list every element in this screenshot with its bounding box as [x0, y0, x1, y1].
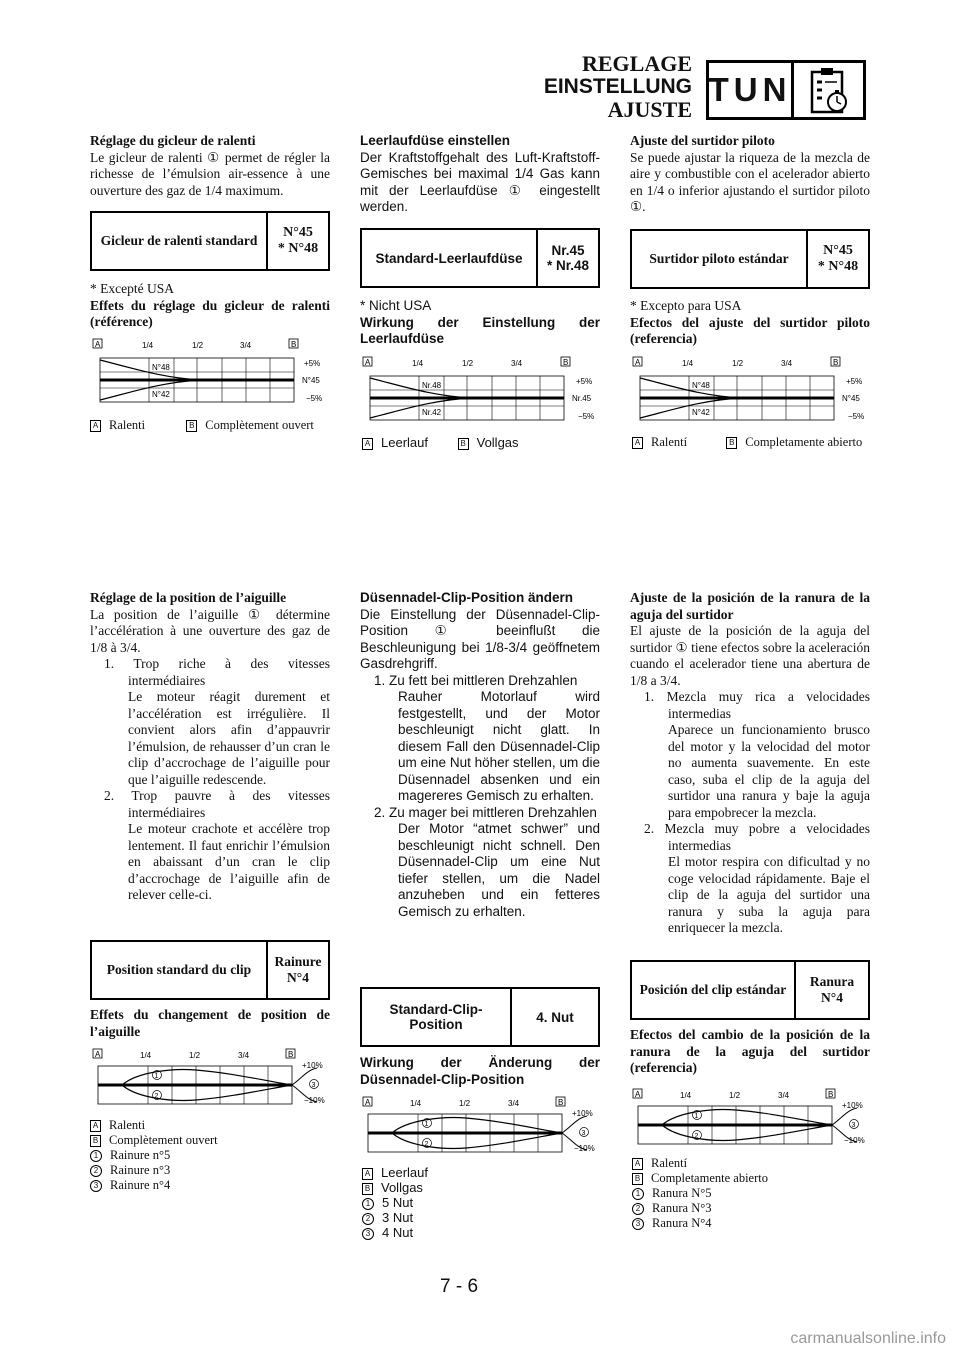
- spec-value: Ranura N°4: [809, 974, 855, 1005]
- de-idle-legend: [362, 435, 519, 450]
- fr-needle-item2-head: 2. Trop pauvre à des vitesses intermédiaires: [104, 788, 330, 820]
- fr-n45-label: N°45: [302, 376, 320, 385]
- fr-idle-diagram: [92, 338, 334, 416]
- tick-1-4: 1/4: [140, 1051, 152, 1060]
- fr-needle-effects-title: Effets du changement de position de l’aiguille: [90, 1007, 330, 1039]
- bottom-pct-label: −10%: [304, 1096, 325, 1105]
- fr-idle-effects: [90, 281, 330, 331]
- es-needle-item1-head: 1. Mezcla muy rica a velocidades intermedias: [644, 689, 870, 721]
- box-a-mark: A: [90, 420, 101, 432]
- box-b-label: B: [288, 1050, 294, 1059]
- es-needle-spec: [630, 960, 870, 1020]
- es-idle-title: Ajuste del surtidor piloto: [630, 133, 775, 148]
- circle-1: 1: [424, 1121, 429, 1128]
- spec-value: N°45 * N°48: [277, 225, 319, 256]
- bottom-pct-label: −5%: [306, 394, 323, 403]
- box-a-mark: A: [632, 1158, 643, 1170]
- header-de: EINSTELLUNG: [543, 75, 692, 98]
- fr-idle-section: [90, 133, 330, 199]
- section-header: [544, 52, 692, 121]
- de-needle-legend: [362, 1165, 428, 1240]
- circle-2-mark: 2: [362, 1213, 374, 1225]
- de-needle-item1-head: 1. Zu fett bei mittleren Drehzahlen: [374, 672, 578, 688]
- de-idle-note: * Nicht USA: [360, 298, 432, 313]
- tick-3-4: 3/4: [240, 341, 252, 350]
- de-idle-spec: [360, 228, 600, 288]
- circle-3-mark: 3: [90, 1180, 102, 1192]
- fr-idle-body: Le gicleur de ralenti ① permet de régler la richesse de l’émulsion air-essence à une ouverture des gaz de 1/4 maximum.: [90, 149, 330, 198]
- fr-needle-body: La position de l’aiguille ① détermine l’accélération à une ouverture des gaz de 1/8 à 3/4.: [90, 606, 330, 655]
- es-idle-note: * Excepto para USA: [630, 298, 742, 313]
- box-a-mark: A: [362, 438, 373, 450]
- legend-1: 5 Nut: [382, 1195, 414, 1210]
- watermark: carmanualsonline.info: [790, 1330, 946, 1347]
- box-a-label: A: [95, 1050, 101, 1059]
- legend-a: Ralentí: [651, 1156, 688, 1170]
- bottom-pct-label: −5%: [848, 412, 865, 421]
- box-a-mark: A: [362, 1168, 373, 1180]
- box-b-mark: B: [362, 1183, 373, 1195]
- circle-1: 1: [154, 1073, 159, 1080]
- legend-b: Vollgas: [476, 435, 519, 450]
- tick-1-2: 1/2: [192, 341, 204, 350]
- tick-3-4: 3/4: [508, 1099, 520, 1108]
- bottom-pct-label: −10%: [574, 1144, 595, 1153]
- spec-value: Nr.45 * Nr.48: [546, 243, 590, 273]
- es-n45-label: N°45: [842, 394, 860, 403]
- spec-label: Position standard du clip: [92, 942, 268, 998]
- box-b-mark: B: [726, 437, 737, 449]
- legend-a: Ralentí: [651, 435, 688, 449]
- spec-label: Standard-Leerlaufdüse: [362, 230, 538, 286]
- circle-2: 2: [694, 1133, 699, 1140]
- es-needle-title: Ajuste de la posición de la ranura de la aguja del surtidor: [630, 590, 870, 622]
- de-needle-effects-title: Wirkung der Änderung der Düsennadel-Clip-Position: [360, 1055, 600, 1087]
- tick-3-4: 3/4: [238, 1051, 250, 1060]
- es-idle-effects: [630, 298, 870, 348]
- fr-needle-title: Réglage de la position de l’aiguille: [90, 590, 287, 605]
- fr-needle-legend: [90, 1118, 218, 1193]
- circle-2-mark: 2: [632, 1203, 644, 1215]
- es-needle-item2-body: El motor respira con dificultad y no coge velocidad rápidamente. Baje el clip de la aguja del surtidor una ranura y suba la aguja para enriquecer la mezcla.: [668, 854, 870, 935]
- de-needle-item2-body: Der Motor “atmet schwer” und beschleunigt nicht schnell. Den Düsennadel-Clip um eine Nut tiefer stellen, um die Nadel anzuheben und ein fetteres Gemisch zu erhalten.: [398, 821, 600, 919]
- legend-3: Rainure n°4: [110, 1178, 171, 1192]
- es-idle-body: Se puede ajustar la riqueza de la mezcla de aire y combustible con el acelerador abierto en 1/4 o inferior ajustando el surtidor piloto ①.: [630, 149, 870, 214]
- top-pct-label: +10%: [842, 1101, 863, 1110]
- clipboard-stopwatch-icon: [794, 60, 866, 120]
- legend-2: Rainure n°3: [110, 1163, 171, 1177]
- es-needle-item1-body: Aparece un funcionamiento brusco del motor y la velocidad del motor no aumenta suavemente. En este caso, suba el clip de la aguja del surtidor una ranura y baje la aguja para empobrecer la mezcla.: [668, 722, 870, 820]
- fr-needle-spec: [90, 940, 330, 1000]
- legend-2: 3 Nut: [382, 1210, 414, 1225]
- box-a-label: A: [635, 358, 641, 367]
- es-needle-diagram: [632, 1088, 874, 1158]
- legend-a: Leerlauf: [381, 1165, 428, 1180]
- circle-1-mark: 1: [90, 1150, 102, 1162]
- box-a-label: A: [365, 358, 371, 367]
- spec-label: Surtidor piloto estándar: [632, 231, 808, 287]
- spec-value: 4. Nut: [536, 1009, 574, 1025]
- fr-idle-spec: [90, 211, 330, 271]
- de-n42-label: Nr.42: [422, 408, 442, 417]
- circle-3-mark: 3: [632, 1218, 644, 1230]
- legend-1: Rainure n°5: [110, 1148, 171, 1162]
- legend-b: Complètement ouvert: [109, 1133, 218, 1147]
- legend-b: Completamente abierto: [745, 435, 863, 449]
- box-a-label: A: [635, 1090, 641, 1099]
- circle-2: 2: [154, 1093, 159, 1100]
- spec-value: N°45 * N°48: [817, 243, 859, 274]
- fr-needle-item1-body: Le moteur réagit durement et l’accélération est irrégulière. Il convient alors afin d’appauvrir l’émulsion, de rehausser d’un cran le clip d’accrochage de l’aiguille pour que l’aiguille redescende.: [128, 689, 330, 787]
- box-a-mark: A: [632, 437, 643, 449]
- circle-1-mark: 1: [632, 1188, 644, 1200]
- legend-b: Vollgas: [381, 1180, 423, 1195]
- tick-1-4: 1/4: [410, 1099, 422, 1108]
- tick-1-4: 1/4: [142, 341, 154, 350]
- es-needle-effects: [630, 1027, 870, 1077]
- de-n45-label: Nr.45: [572, 394, 592, 403]
- tick-3-4: 3/4: [778, 1091, 790, 1100]
- box-b-mark: B: [458, 438, 469, 450]
- box-b-mark: B: [90, 1135, 101, 1147]
- fr-idle-legend: [90, 418, 314, 433]
- es-needle-effects-title: Efectos del cambio de la posición de la ranura de la aguja del surtidor (referencia): [630, 1027, 870, 1075]
- fr-idle-effects-title: Effets du réglage du gicleur de ralenti (référence): [90, 297, 330, 329]
- fr-idle-note: * Excepté USA: [90, 281, 174, 296]
- de-needle-spec: [360, 987, 600, 1047]
- de-needle-title: Düsennadel-Clip-Position ändern: [360, 590, 574, 605]
- box-b-label: B: [828, 1090, 834, 1099]
- tick-3-4: 3/4: [511, 359, 523, 368]
- fr-needle-diagram: [92, 1048, 334, 1118]
- box-a-label: A: [365, 1098, 371, 1107]
- circle-3: 3: [851, 1122, 856, 1129]
- fr-needle-item1-head: 1. Trop riche à des vitesses intermédiaires: [104, 656, 330, 688]
- legend-1: Ranura N°5: [652, 1186, 712, 1200]
- circle-2-mark: 2: [90, 1165, 102, 1177]
- box-b-mark: B: [186, 420, 197, 432]
- circle-3: 3: [581, 1130, 586, 1137]
- top-pct-label: +10%: [572, 1109, 593, 1118]
- tick-1-2: 1/2: [459, 1099, 471, 1108]
- de-needle-diagram: [362, 1096, 604, 1166]
- es-idle-legend: [632, 435, 862, 450]
- circle-3: 3: [311, 1082, 316, 1089]
- box-b-label: B: [291, 340, 297, 349]
- legend-b: Complètement ouvert: [205, 418, 314, 432]
- tick-1-4: 1/4: [412, 359, 424, 368]
- fr-n42-label: N°42: [152, 390, 170, 399]
- fr-n48-label: N°48: [152, 363, 170, 372]
- box-b-label: B: [558, 1098, 564, 1107]
- de-idle-title: Leerlaufdüse einstellen: [360, 133, 511, 148]
- tick-1-2: 1/2: [462, 359, 474, 368]
- spec-label: Standard-Clip-Position: [362, 989, 512, 1045]
- de-idle-effects-title: Wirkung der Einstellung der Leerlaufdüse: [360, 314, 600, 346]
- legend-a: Ralenti: [109, 1118, 146, 1132]
- legend-3: 4 Nut: [382, 1225, 414, 1240]
- box-a-mark: A: [90, 1120, 101, 1132]
- legend-b: Completamente abierto: [651, 1171, 768, 1185]
- tick-1-2: 1/2: [189, 1051, 201, 1060]
- es-idle-effects-title: Efectos del ajuste del surtidor piloto (referencia): [630, 314, 870, 346]
- header-fr: REGLAGE: [581, 51, 692, 76]
- es-idle-diagram: [632, 356, 874, 434]
- de-idle-effects: [360, 298, 600, 348]
- tick-1-2: 1/2: [732, 359, 744, 368]
- legend-a: Ralenti: [109, 418, 146, 432]
- de-needle-body: Die Einstellung der Düsennadel-Clip-Position ① beeinflußt die Beschleunigung bei 1/8-3/4 geöffnetem Gasdrehgriff.: [360, 606, 600, 671]
- es-idle-spec: [630, 229, 870, 289]
- tun-badge: TUN: [706, 60, 794, 120]
- legend-3: Ranura N°4: [652, 1216, 712, 1230]
- es-needle-item2-head: 2. Mezcla muy pobre a velocidades intermedias: [644, 821, 870, 853]
- circle-1: 1: [694, 1113, 699, 1120]
- fr-idle-title: Réglage du gicleur de ralenti: [90, 133, 256, 148]
- legend-2: Ranura N°3: [652, 1201, 712, 1215]
- de-n48-label: Nr.48: [422, 381, 442, 390]
- box-b-mark: B: [632, 1173, 643, 1185]
- es-needle-body: El ajuste de la posición de la aguja del surtidor ① tiene efectos sobre la aceleración cuando el acelerador tiene una abertura de 1/8 a 3/4.: [630, 623, 870, 688]
- top-pct-label: +5%: [576, 377, 593, 386]
- tick-1-4: 1/4: [682, 359, 694, 368]
- tick-1-2: 1/2: [729, 1091, 741, 1100]
- box-b-label: B: [833, 358, 839, 367]
- es-n48-label: N°48: [692, 381, 710, 390]
- de-idle-body: Der Kraftstoffgehalt des Luft-Kraftstoff-Gemisches bei maximal 1/4 Gas kann mit der Leerlaufdüse ① eingestellt werden.: [360, 149, 600, 214]
- bottom-pct-label: −5%: [578, 412, 595, 421]
- spec-label: Gicleur de ralenti standard: [92, 213, 268, 269]
- spec-label: Posición del clip estándar: [632, 962, 796, 1018]
- de-idle-diagram: [362, 356, 604, 434]
- box-b-label: B: [563, 358, 569, 367]
- box-a-label: A: [95, 340, 101, 349]
- page-number: 7 - 6: [440, 1276, 479, 1297]
- de-needle-item1-body: Rauher Motorlauf wird festgestellt, und der Motor beschleunigt nicht glatt. In diesem Fall den Düsennadel-Clip um eine Nut höher stellen, um die Düsennadel absenken und ein magereres Gemisch zu erhalten.: [398, 689, 600, 803]
- es-n42-label: N°42: [692, 408, 710, 417]
- tick-3-4: 3/4: [781, 359, 793, 368]
- es-needle-section: [630, 590, 870, 937]
- de-idle-section: [360, 133, 600, 216]
- tick-1-4: 1/4: [680, 1091, 692, 1100]
- top-pct-label: +5%: [846, 377, 863, 386]
- top-pct-label: +5%: [304, 359, 321, 368]
- fr-needle-section: [90, 590, 330, 904]
- circle-2: 2: [424, 1141, 429, 1148]
- fr-needle-effects: [90, 1007, 330, 1040]
- top-pct-label: +10%: [302, 1061, 323, 1070]
- de-needle-item2-head: 2. Zu mager bei mittleren Drehzahlen: [374, 804, 597, 820]
- de-needle-effects: [360, 1055, 600, 1088]
- spec-value: Rainure N°4: [274, 954, 322, 985]
- es-idle-section: [630, 133, 870, 216]
- legend-a: Leerlauf: [381, 435, 428, 450]
- circle-3-mark: 3: [362, 1228, 374, 1240]
- bottom-pct-label: −10%: [844, 1136, 865, 1145]
- de-needle-section: [360, 590, 600, 920]
- es-needle-legend: [632, 1156, 768, 1231]
- fr-needle-item2-body: Le moteur crachote et accélère trop lentement. Il faut enrichir l’émulsion en abaissant d’un cran le clip d’accrochage de l’aiguille afin de relever celle-ci.: [128, 821, 330, 902]
- header-es: AJUSTE: [607, 97, 692, 122]
- circle-1-mark: 1: [362, 1198, 374, 1210]
